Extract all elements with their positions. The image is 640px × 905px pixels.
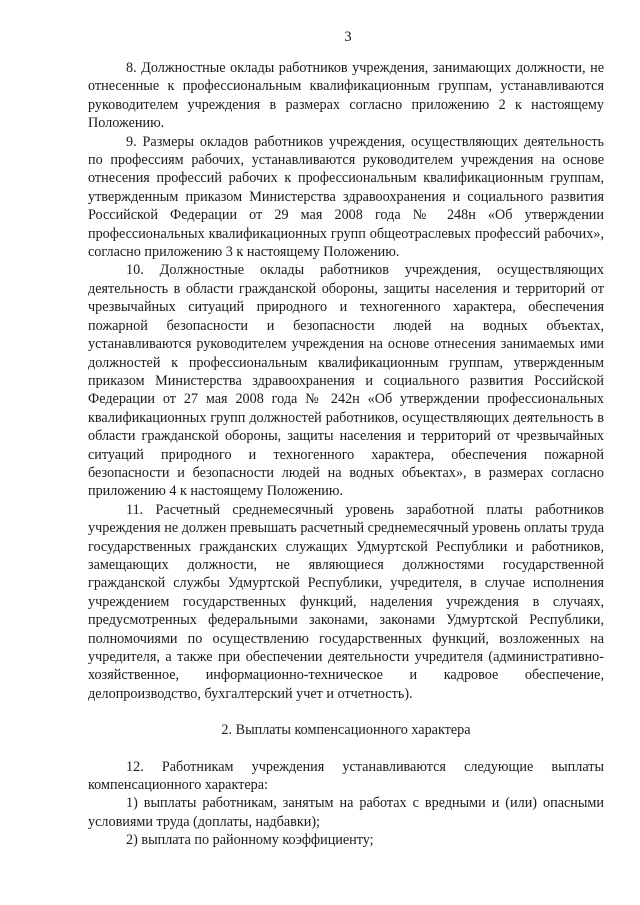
page-number: 3: [344, 29, 352, 45]
paragraph-10: 10. Должностные оклады работников учреждения, осуществляющих деятельность в области гражданской обороны, защиты населения и территорий от чрезвычайных ситуаций природного и техногенного характера, обеспечения пожарной безопасности и безопасности людей на водных объектах, устанавливаются руководителем учреждения на основе отнесения занимаемых ими должностей к профессиональным квалификационным группам, утвержденным приказом Министерства здравоохранения и социального развития Российской Федерации от 27 мая 2008 года № 242н «Об утверждении профессиональных квалификационных групп должностей работников, осуществляющих деятельность в области гражданской обороны, защиты населения и территорий от чрезвычайных ситуаций природного и техногенного характера, обеспечения пожарной безопасности и безопасности людей на водных объектах», в размерах согласно приложению 4 к настоящему Положению.: [88, 262, 604, 500]
list-item-1: 1) выплаты работникам, занятым на работах с вредными и (или) опасными условиями труда (доплаты, надбавки);: [88, 795, 604, 830]
list-item-2: 2) выплата по районному коэффициенту;: [126, 832, 374, 849]
paragraph-8: 8. Должностные оклады работников учреждения, занимающих должности, не отнесенные к профессиональным квалификационным группам, устанавливаются руководителем учреждения в размерах согласно приложению 2 к настоящему Положению.: [88, 60, 604, 132]
document-page: [88, 28, 604, 850]
paragraph-9: 9. Размеры окладов работников учреждения, осуществляющих деятельность по профессиям рабочих, устанавливаются руководителем учреждения на основе отнесения профессий рабочих к профессиональным квалификационным группам, утвержденным приказом Министерства здравоохранения и социального развития Российской Федерации от 29 мая 2008 года № 248н «Об утверждении профессиональных квалификационных групп общеотраслевых профессий рабочих», согласно приложению 3 к настоящему Положению.: [88, 133, 604, 261]
paragraph-12: 12. Работникам учреждения устанавливаются следующие выплаты компенсационного характера:: [88, 758, 604, 794]
section-heading: 2. Выплаты компенсационного характера: [221, 722, 471, 739]
paragraph-11: 11. Расчетный среднемесячный уровень заработной платы работников учреждения не должен превышать расчетный среднемесячный уровень оплаты труда государственных гражданских служащих Удмуртской Республики и работников, замещающих должности, не являющиеся должностями государственной гражданской службы Удмуртской Республики, учредителя, в случае исполнения учреждением государственных функций, наделения учреждения в случаях, предусмотренных федеральными законами, законами Удмуртской Республики, полномочиями по осуществлению государственных функций, возложенных на учредителя, а также при обеспечении деятельности учредителя (административно-хозяйственное, информационно-техническое и кадровое обеспечение, делопроизводство, бухгалтерский учет и отчетность).: [88, 501, 604, 702]
